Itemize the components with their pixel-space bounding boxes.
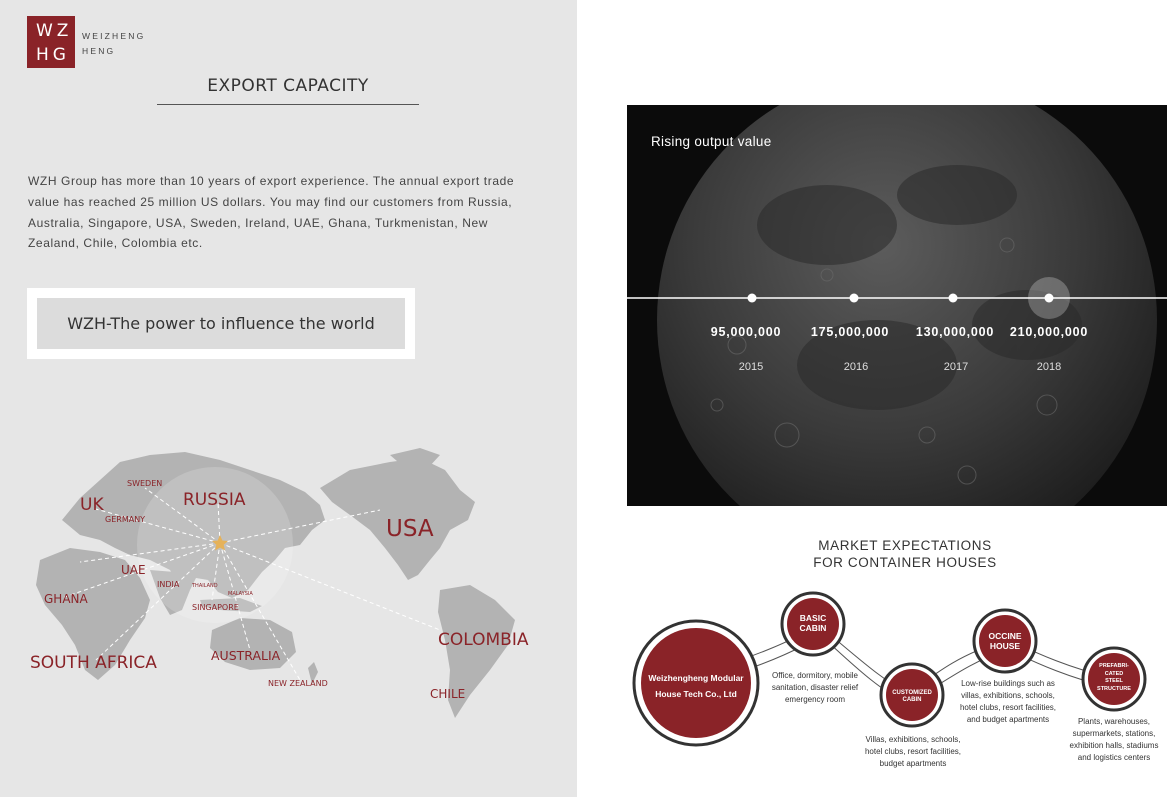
brand-name-line-2: HENG	[82, 46, 116, 56]
output-value-2015: 95,000,000	[710, 325, 782, 339]
prefab-desc-line-2: supermarkets, stations,	[1072, 729, 1156, 738]
market-title-line-2: FOR CONTAINER HOUSES	[813, 555, 997, 570]
occine-house-desc-line-2: villas, exhibitions, schools,	[961, 691, 1055, 700]
basic-cabin-label-line-1: BASIC	[799, 613, 827, 623]
basic-cabin-desc-line-3: emergency room	[784, 695, 846, 704]
prefab-desc-line-4: and logistics centers	[1077, 753, 1151, 762]
prefab-label-line-3: STEEL	[1105, 678, 1123, 684]
occine-house-label-line-1: OCCINE	[988, 631, 1022, 641]
map-label-uae: UAE	[121, 563, 146, 577]
customized-cabin-label-line-1: CUSTOMIZED	[892, 690, 932, 696]
prefab-steel-description	[1056, 716, 1172, 764]
output-value-2016: 175,000,000	[810, 325, 890, 339]
output-title: Rising output value	[651, 134, 772, 149]
logo-line-1: WZ	[36, 21, 73, 41]
output-year-2015: 2015	[738, 361, 764, 373]
map-label-usa: USA	[386, 516, 434, 542]
customized-cabin-desc-line-2: hotel clubs, resort facilities,	[864, 747, 962, 756]
occine-house-desc-line-4: and budget apartments	[966, 715, 1050, 724]
company-label-line-1: Weizhengheng Modular	[648, 673, 744, 683]
map-label-south-africa: SOUTH AFRICA	[30, 653, 157, 673]
basic-cabin-desc-line-2: sanitation, disaster relief	[771, 683, 859, 692]
prefab-label-line-4: STRUCTURE	[1097, 685, 1131, 692]
basic-cabin-label	[788, 613, 838, 633]
map-label-colombia: COLOMBIA	[438, 630, 529, 650]
export-intro-paragraph: WZH Group has more than 10 years of export experience. The annual export trade value has reached 25 million US dollars. You may find our customers from Russia, Australia, Singapore, USA, Sweden, Ireland, UAE, Ghana, Turkmenistan, New Zealand, Chile, Colombia etc.	[28, 174, 515, 251]
customized-cabin-description	[855, 734, 971, 770]
slogan-text: WZH-The power to influence the world	[37, 298, 405, 349]
output-year-2017: 2017	[943, 361, 969, 373]
occine-house-description	[950, 678, 1066, 726]
occine-house-desc-line-1: Low-rise buildings such as	[961, 679, 1055, 688]
basic-cabin-desc-line-1: Office, dormitory, mobile	[772, 671, 858, 680]
logo-line-2: HG	[36, 45, 70, 65]
map-label-uk: UK	[80, 495, 104, 515]
prefab-steel-label	[1089, 663, 1139, 693]
export-capacity-title: EXPORT CAPACITY	[157, 76, 419, 105]
basic-cabin-label-line-2: CABIN	[799, 623, 827, 633]
map-label-new-zealand: NEW ZEALAND	[268, 679, 328, 688]
map-label-sweden: SWEDEN	[127, 479, 163, 488]
map-label-chile: CHILE	[430, 687, 466, 701]
output-value-2018: 210,000,000	[1009, 325, 1089, 339]
prefab-desc-line-1: Plants, warehouses,	[1077, 717, 1151, 726]
occine-house-label	[980, 631, 1030, 651]
map-label-russia: RUSSIA	[183, 490, 246, 510]
map-label-australia: AUSTRALIA	[211, 648, 281, 663]
occine-house-label-line-2: HOUSE	[989, 641, 1021, 651]
company-label	[641, 670, 751, 702]
basic-cabin-description	[760, 670, 870, 706]
prefab-label-line-2: CATED	[1104, 670, 1124, 677]
customized-cabin-label-line-2: CABIN	[902, 697, 922, 703]
market-title-line-1: MARKET EXPECTATIONS	[818, 538, 992, 553]
map-label-singapore: SINGAPORE	[192, 603, 239, 612]
company-label-line-2: House Tech Co., Ltd	[655, 689, 737, 699]
output-year-2018: 2018	[1036, 361, 1062, 373]
output-value-2017: 130,000,000	[915, 325, 995, 339]
map-label-india: INDIA	[157, 580, 180, 589]
map-label-thailand: THAILAND	[192, 583, 218, 589]
map-label-malaysia: MALAYSIA	[228, 591, 253, 597]
customized-cabin-label	[882, 690, 942, 704]
customized-cabin-desc-line-1: Villas, exhibitions, schools,	[865, 735, 961, 744]
brand-name-line-1: WEIZHENG	[82, 31, 146, 41]
map-label-ghana: GHANA	[44, 592, 88, 606]
occine-house-desc-line-3: hotel clubs, resort facilities,	[959, 703, 1057, 712]
map-label-germany: GERMANY	[105, 515, 146, 524]
prefab-desc-line-3: exhibition halls, stadiums	[1069, 741, 1159, 750]
prefab-label-line-1: PREFABRI-	[1099, 663, 1129, 669]
output-year-2016: 2016	[843, 361, 869, 373]
customized-cabin-desc-line-3: budget apartments	[879, 759, 947, 768]
